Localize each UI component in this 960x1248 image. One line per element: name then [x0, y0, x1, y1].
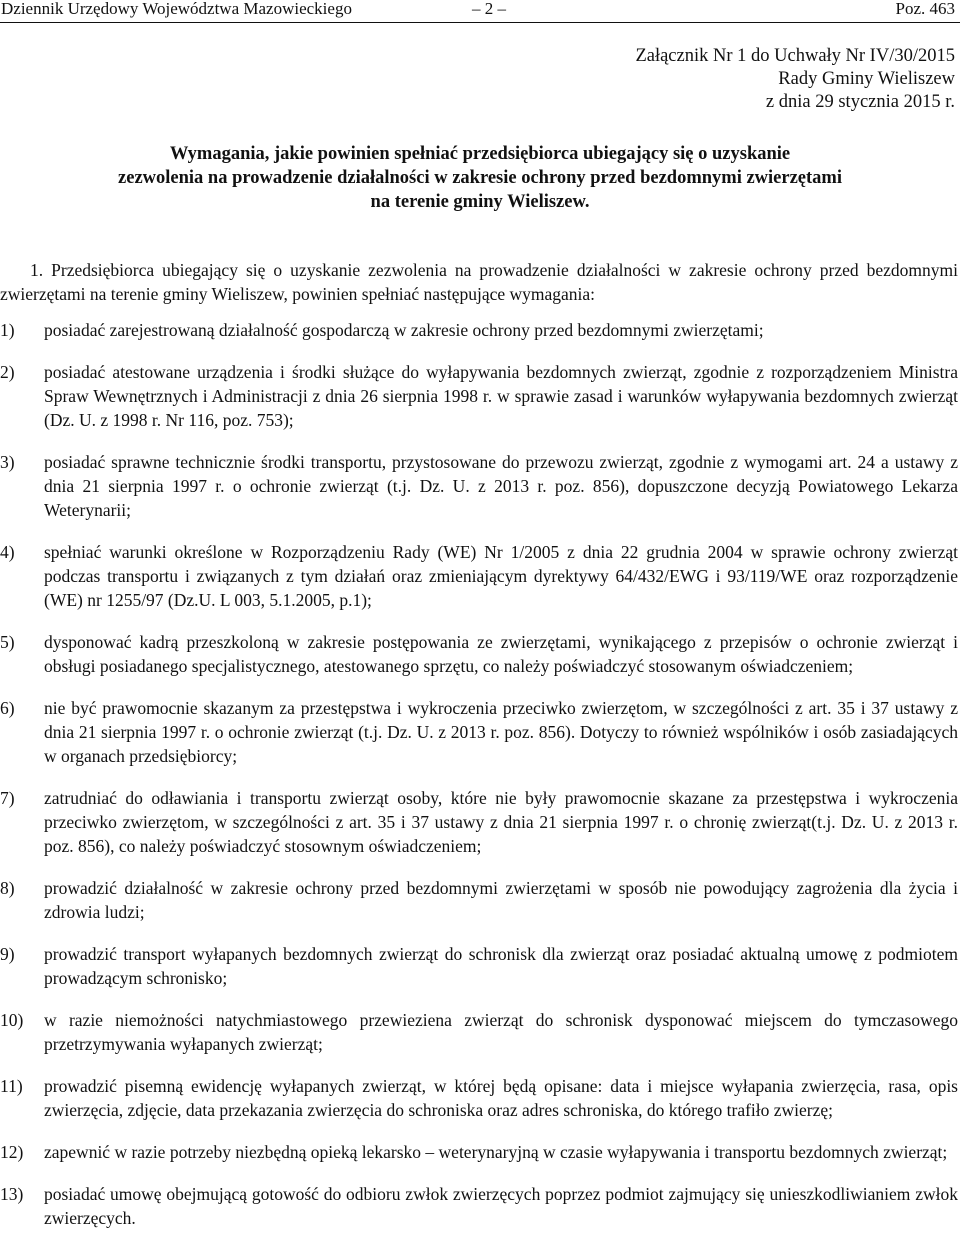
item-number: 1) — [0, 320, 15, 340]
annex-line-3: z dnia 29 stycznia 2015 r. — [765, 92, 955, 112]
item-number: 3) — [0, 452, 15, 472]
item-text: w razie niemożności natychmiastowego przewieziena zwierząt do schronisk dysponować miejscem do tymczasowego przetrzymywania wyłapanych zwierząt; — [44, 1010, 958, 1054]
item-number: 6) — [0, 698, 15, 718]
list-item — [0, 360, 958, 432]
item-text: zapewnić w razie potrzeby niezbędną opieką lekarsko – weterynaryjną w czasie wyłapywania i transportu bezdomnych zwierząt; — [44, 1142, 948, 1162]
item-text: prowadzić pisemną ewidencję wyłapanych zwierząt, w której będą opisane: data i miejsce wyłapania zwierzęcia, rasa, opis zwierzęcia, zdjęcie, data przekazania zwierzęcia do schroniska oraz adres schroniska, do którego trafiło zwierzę; — [44, 1076, 958, 1120]
item-text: posiadać umowę obejmującą gotowość do odbioru zwłok zwierzęcych poprzez podmiot zajmujący się unieszkodliwianiem zwłok zwierzęcych. — [44, 1184, 958, 1228]
item-number: 7) — [0, 788, 15, 808]
item-text: posiadać sprawne technicznie środki transportu, przystosowane do przewozu zwierząt, zgodnie z wymogami art. 24 a ustawy z dnia 21 sierpnia 1997 r. o ochronie zwierząt (t.j. Dz. U. z 2013 r. poz. 856), dopuszczone decyzją Powiatowego Lekarza Weterynarii; — [44, 452, 958, 520]
item-text: prowadzić działalność w zakresie ochrony przed bezdomnymi zwierzętami w sposób nie powodujący zagrożenia dla życia i zdrowia ludzi; — [44, 878, 958, 922]
item-number: 9) — [0, 944, 15, 964]
item-text: posiadać atestowane urządzenia i środki służące do wyłapywania bezdomnych zwierząt, zgodnie z rozporządzeniem Ministra Spraw Wewnętrznych i Administracji z dnia 26 sierpnia 1998 r. w sprawie zasad i warunków wyłapywania bezdomnych zwierząt (Dz. U. z 1998 r. Nr 116, poz. 753); — [44, 362, 958, 430]
page-header — [0, 0, 960, 23]
requirements-list — [0, 318, 958, 1248]
item-text: dysponować kadrą przeszkoloną w zakresie postępowania ze zwierzętami, wynikającego z przepisów o ochronie zwierząt i obsługi posiadanego specjalistycznego, atestowanego sprzętu, co należy poświadczyć stosowanym oświadczeniem; — [44, 632, 958, 676]
annex-reference — [635, 45, 955, 114]
page-marker: – 2 – — [472, 0, 506, 18]
position-number: Poz. 463 — [895, 0, 955, 18]
item-text: prowadzić transport wyłapanych bezdomnych zwierząt do schronisk dla zwierząt oraz posiadać aktualną umowę z podmiotem prowadzącym schronisko; — [44, 944, 958, 988]
list-item — [0, 876, 958, 924]
item-text: nie być prawomocnie skazanym za przestępstwa i wykroczenia przeciwko zwierzętom, w szczególności z art. 35 i 37 ustawy z dnia 21 sierpnia 1997 r. o ochronie zwierząt (t.j. Dz. U. z 2013 r. poz. 856). Dotyczy to również wspólników i osób zasiadających w organach przedsiębiorcy; — [44, 698, 958, 766]
list-item — [0, 786, 958, 858]
title-line-3: na terenie gminy Wieliszew. — [370, 192, 590, 212]
item-text: posiadać zarejestrowaną działalność gospodarczą w zakresie ochrony przed bezdomnymi zwierzętami; — [44, 320, 764, 340]
list-item — [0, 318, 958, 342]
item-number: 5) — [0, 632, 15, 652]
list-item — [0, 1008, 958, 1056]
item-number: 12) — [0, 1142, 24, 1162]
journal-name: Dziennik Urzędowy Województwa Mazowieckiego — [1, 0, 352, 18]
item-text: zatrudniać do odławiania i transportu zwierząt osoby, które nie były prawomocnie skazane za przestępstwa i wykroczenia przeciwko zwierzętom, w szczególności z art. 35 i 37 ustawy z dnia 21 sierpnia 1997 r. o chronię zwierząt(t.j. Dz. U. z 2013 r. poz. 856), co należy poświadczyć stosownym oświadczeniem; — [44, 788, 958, 856]
item-number: 13) — [0, 1184, 24, 1204]
document-title — [0, 142, 960, 214]
annex-line-1: Załącznik Nr 1 do Uchwały Nr IV/30/2015 — [635, 46, 955, 66]
list-item — [0, 450, 958, 522]
list-item — [0, 942, 958, 990]
list-item — [0, 1140, 958, 1164]
list-item — [0, 1182, 958, 1230]
list-item — [0, 630, 958, 678]
list-item — [0, 696, 958, 768]
list-item — [0, 1074, 958, 1122]
item-number: 10) — [0, 1010, 24, 1030]
item-text: spełniać warunki określone w Rozporządzeniu Rady (WE) Nr 1/2005 z dnia 22 grudnia 2004 w sprawie ochrony zwierząt podczas transportu i związanych z tym działań oraz zmieniającym dyrektywy 64/432/EWG i 93/119/WE oraz rozporządzenie (WE) nr 1255/97 (Dz.U. L 003, 5.1.2005, p.1); — [44, 542, 958, 610]
title-line-1: Wymagania, jakie powinien spełniać przedsiębiorca ubiegający się o uzyskanie — [169, 144, 791, 164]
item-number: 2) — [0, 362, 15, 382]
intro-paragraph: 1. Przedsiębiorca ubiegający się o uzyskanie zezwolenia na prowadzenie działalności w zakresie ochrony przed bezdomnymi zwierzętami na terenie gminy Wieliszew, powinien spełniać następujące wymagania: — [0, 260, 958, 304]
list-item — [0, 540, 958, 612]
item-number: 8) — [0, 878, 15, 898]
item-number: 11) — [0, 1076, 23, 1096]
title-line-2: zezwolenia na prowadzenie działalności w zakresie ochrony przed bezdomnymi zwierzętami — [118, 168, 842, 188]
item-number: 4) — [0, 542, 15, 562]
annex-line-2: Rady Gminy Wieliszew — [778, 69, 955, 89]
